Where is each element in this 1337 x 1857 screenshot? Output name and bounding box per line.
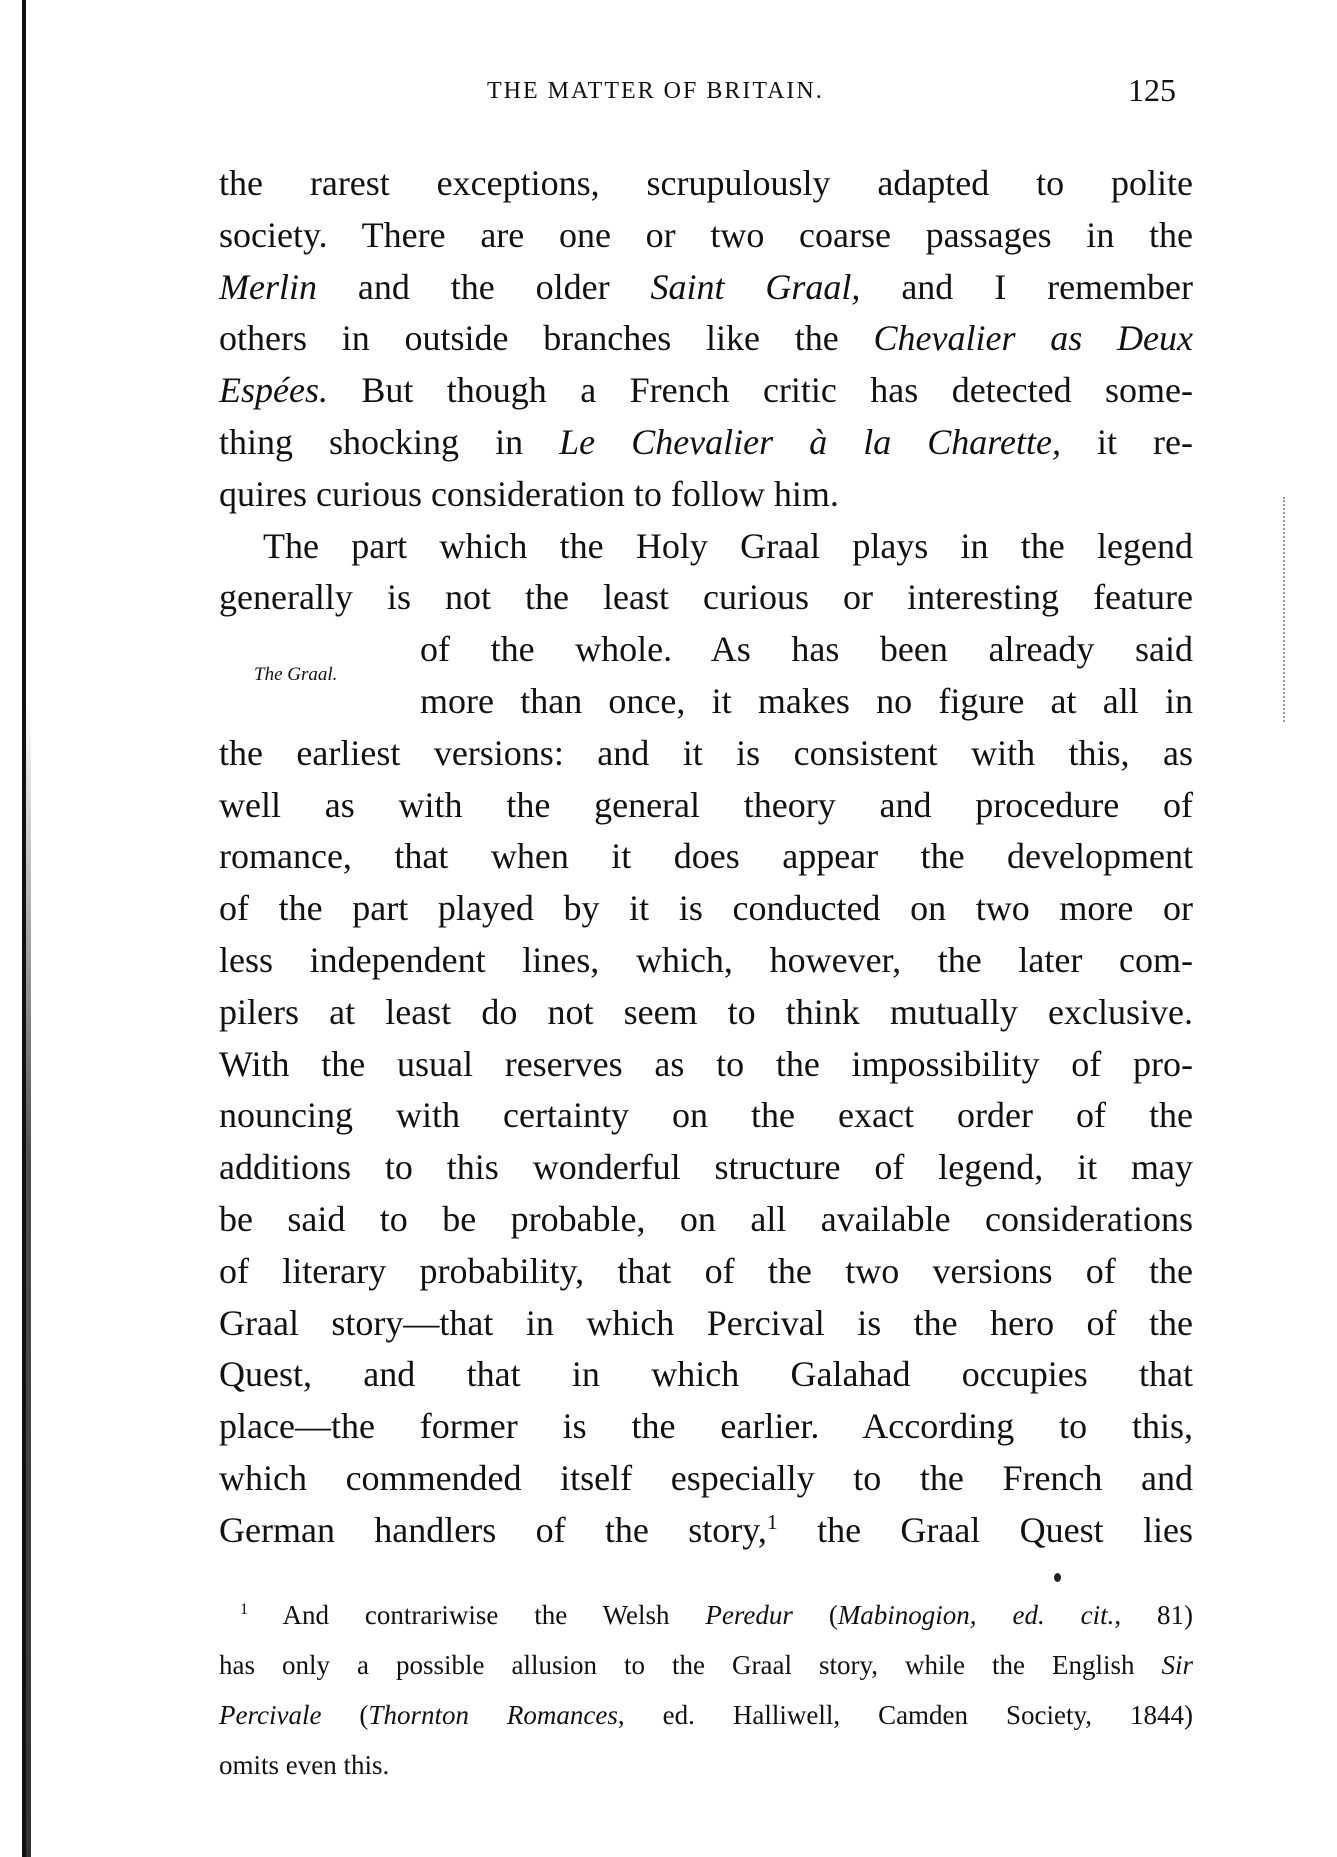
text-run: of literary probability, that of the two versions of the [219, 1250, 1193, 1291]
text-run: nouncing with certainty on the exact order of the [219, 1095, 1193, 1136]
page-number: 125 [1128, 72, 1176, 108]
italic-text: Le Chevalier à la Charette, [559, 422, 1061, 462]
text-run: place—the former is the earlier. According to this, [219, 1406, 1193, 1447]
text-line [219, 416, 1193, 468]
text-run: additions to this wonderful structure of legend, it may [219, 1147, 1193, 1188]
text-line [219, 1038, 1193, 1090]
text-line [219, 364, 1193, 416]
text-line [219, 1504, 1193, 1556]
text-run: quires curious consideration to follow him. [219, 473, 839, 514]
text-run: ( [792, 1600, 838, 1630]
text-line [219, 571, 1193, 623]
text-run: But though a French critic has detected some- [327, 370, 1193, 411]
italic-text: Espées. [219, 370, 328, 411]
text-line [219, 1400, 1193, 1452]
text-line [420, 623, 1193, 675]
footnote-line [219, 1690, 1193, 1740]
text-line [219, 986, 1193, 1038]
text-line [219, 934, 1193, 986]
text-line [219, 1089, 1193, 1141]
text-line [219, 157, 1193, 209]
text-line [263, 520, 1193, 572]
text-run: has only a possible allusion to the Graal story, while the English [219, 1650, 1162, 1680]
text-run: society. There are one or two coarse passages in the [219, 214, 1193, 255]
text-line [219, 1193, 1193, 1245]
text-line [219, 1452, 1193, 1504]
text-run: the rarest exceptions, scrupulously adapted to polite [219, 163, 1193, 203]
text-run: less independent lines, which, however, the later com- [219, 940, 1193, 980]
text-run: romance, that when it does appear the development [219, 836, 1193, 877]
text-line [219, 312, 1193, 364]
text-line [219, 1141, 1193, 1193]
italic-text: Merlin [219, 266, 317, 307]
footnote-marker: 1 [240, 1600, 249, 1618]
text-run: and I remember [860, 266, 1193, 307]
scan-mark [1283, 497, 1287, 722]
ink-speck [1054, 1573, 1061, 1582]
text-line [219, 468, 1193, 520]
footnote-line [219, 1740, 1193, 1790]
margin-note: The Graal. [254, 664, 338, 685]
text-run: ( [321, 1700, 369, 1730]
text-run: With the usual reserves as to the impossibility of pro- [219, 1043, 1193, 1084]
text-run: , ed. Halliwell, Camden Society, 1844) [617, 1700, 1193, 1730]
text-line [219, 1245, 1193, 1297]
text-run: be said to be probable, on all available considerations [219, 1199, 1193, 1239]
text-run: others in outside branches like the [219, 318, 874, 359]
footnote-marker: 1 [766, 1509, 778, 1534]
italic-text: Percivale [219, 1700, 322, 1730]
italic-text: Peredur [705, 1600, 793, 1630]
text-run: of the whole. As has been already said [420, 629, 1193, 670]
text-run: the earliest versions: and it is consistent with this, as [219, 732, 1193, 773]
text-run: German handlers of the story, [219, 1509, 767, 1550]
text-run: the Graal Quest lies [777, 1509, 1193, 1550]
text-line [219, 727, 1193, 779]
footnote-line [219, 1640, 1193, 1690]
text-line [219, 1348, 1193, 1400]
text-run: thing shocking in [219, 422, 560, 462]
text-line [219, 779, 1193, 831]
scan-edge-shadow [26, 700, 31, 1857]
italic-text: Thornton Romances [368, 1700, 618, 1730]
text-line [219, 830, 1193, 882]
text-run: generally is not the least curious or interesting feature [219, 577, 1193, 618]
text-run: The part which the Holy Graal plays in the legend [263, 525, 1193, 566]
text-run: well as with the general theory and procedure of [219, 784, 1193, 825]
text-run: Graal story—that in which Percival is the hero of the [219, 1302, 1193, 1343]
text-line [219, 261, 1193, 313]
text-line [420, 675, 1193, 727]
text-line [219, 209, 1193, 261]
text-run: and the older [316, 266, 651, 307]
running-title: THE MATTER OF BRITAIN. [487, 78, 824, 104]
text-run: Quest, and that in which Galahad occupies that [219, 1354, 1193, 1395]
text-run: omits even this. [219, 1750, 390, 1780]
italic-text: Mabinogion, ed. cit. [837, 1600, 1115, 1630]
footnote-line [240, 1590, 1193, 1640]
italic-text: Chevalier as Deux [873, 318, 1193, 359]
italic-text: Saint Graal, [650, 266, 861, 307]
text-line [219, 1297, 1193, 1349]
text-line [219, 882, 1193, 934]
text-run: which commended itself especially to the French and [219, 1458, 1193, 1498]
text-run: more than once, it makes no figure at all in [420, 681, 1193, 721]
text-run: it re- [1060, 422, 1193, 462]
italic-text: Sir [1161, 1650, 1193, 1680]
text-run: And contrariwise the Welsh [248, 1600, 706, 1630]
text-run: of the part played by it is conducted on two more or [219, 888, 1193, 929]
text-run: , 81) [1114, 1600, 1194, 1630]
text-run: pilers at least do not seem to think mutually exclusive. [219, 991, 1193, 1032]
